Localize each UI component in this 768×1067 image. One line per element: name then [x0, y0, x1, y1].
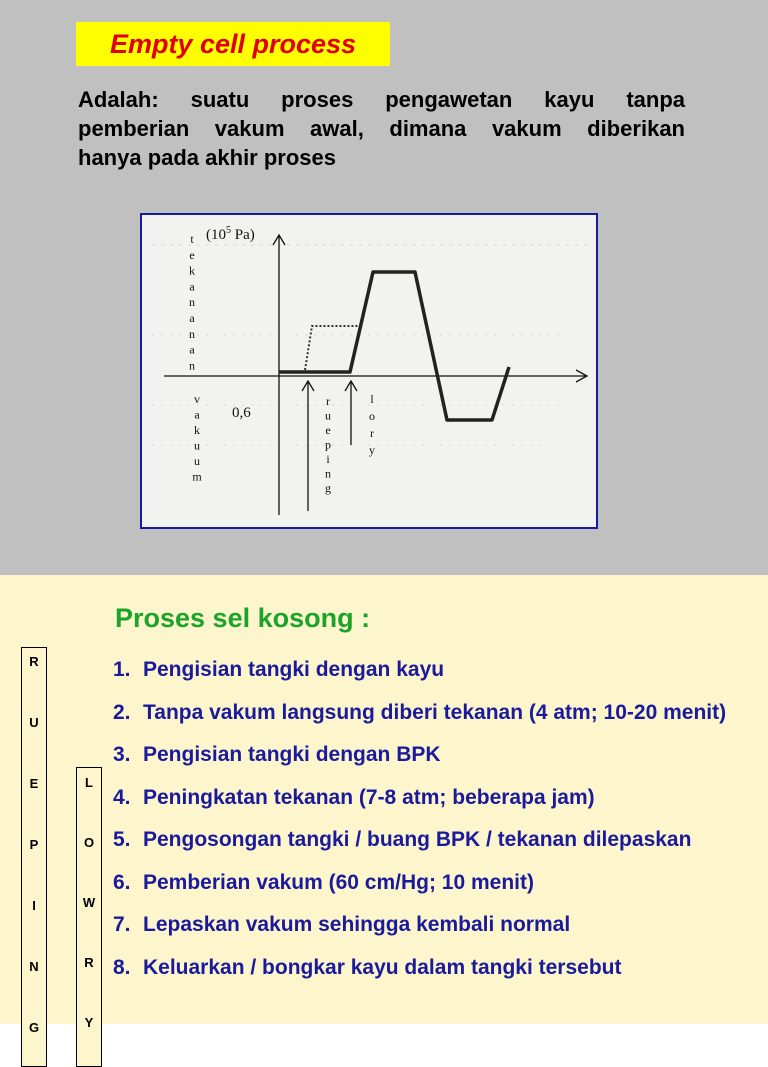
- rueping-letter: r: [326, 394, 330, 408]
- process-step: [113, 954, 753, 982]
- step-number: 8.: [113, 955, 131, 979]
- vakum-letter: a: [194, 407, 200, 422]
- step-number: 7.: [113, 913, 131, 936]
- tekanan-letter: t: [190, 232, 194, 246]
- lowry-label: [369, 392, 375, 457]
- step-text: Peningkatan tekanan (7-8 atm; beberapa jam): [143, 785, 595, 809]
- tekanan-letter: n: [189, 295, 195, 310]
- definition-line: Adalah: suatu proses pengawetan kayu tanpa: [78, 87, 685, 112]
- step-text: Pemberian vakum (60 cm/Hg; 10 menit): [143, 870, 534, 894]
- step-number: 4.: [113, 785, 131, 809]
- pressure-curve: [279, 272, 509, 420]
- tekanan-label: [189, 232, 195, 372]
- rueping-letter: g: [325, 481, 331, 495]
- vakum-letter: u: [194, 438, 200, 453]
- lowryBox-letter: W: [82, 895, 96, 910]
- tekanan-letter: a: [189, 279, 195, 294]
- ruepingBox-letter: I: [32, 898, 36, 913]
- tekanan-letter: e: [189, 247, 195, 262]
- ruepingBox-letter: N: [29, 959, 39, 974]
- tekanan-letter: n: [189, 326, 195, 341]
- ruepingBox-letter: R: [29, 654, 39, 669]
- pressure-diagram: [140, 213, 598, 529]
- rueping-label: [325, 394, 331, 495]
- process-step: [113, 911, 753, 939]
- step-text: Pengosongan tangki / buang BPK / tekanan dilepaskan: [143, 828, 692, 851]
- rueping-box: [21, 647, 47, 1067]
- tekanan-letter: a: [189, 311, 195, 325]
- rueping-letter: n: [325, 466, 331, 481]
- step-number: 1.: [113, 658, 131, 681]
- step-number: 3.: [113, 743, 131, 766]
- tekanan-letter: n: [189, 358, 195, 373]
- lowry-box: [76, 767, 102, 1067]
- ruepingBox-letter: E: [29, 776, 39, 791]
- step-text: Pengisian tangki dengan BPK: [143, 743, 441, 766]
- slide-bottom-panel: [0, 575, 768, 1035]
- lowry-letter: l: [370, 392, 374, 406]
- tekanan-letter: a: [189, 342, 195, 357]
- rueping-letter: e: [325, 423, 331, 437]
- lowryBox-letter: O: [83, 835, 95, 850]
- rueping-letter: u: [325, 408, 331, 423]
- process-step: [113, 699, 753, 727]
- vakum-label: [192, 392, 202, 484]
- rueping-letter: p: [325, 437, 331, 452]
- step-text: Keluarkan / bongkar kayu dalam tangki tersebut: [143, 955, 622, 979]
- process-subtitle: Proses sel kosong :: [115, 603, 371, 633]
- process-step: [113, 784, 753, 812]
- dotted-path: [305, 326, 358, 370]
- step-text: Lepaskan vakum sehingga kembali normal: [143, 913, 571, 936]
- step-text: Pengisian tangki dengan kayu: [143, 658, 445, 681]
- lowryBox-letter: L: [85, 775, 93, 790]
- definition-line: hanya pada akhir proses: [78, 145, 336, 170]
- lowry-letter: o: [369, 409, 375, 423]
- vakum-letter: u: [194, 454, 200, 468]
- ruepingBox-letter: G: [28, 1020, 40, 1035]
- process-step: [113, 741, 753, 769]
- slide-title: Empty cell process: [109, 29, 357, 59]
- process-step: [113, 656, 753, 684]
- definition-paragraph: [78, 85, 685, 172]
- pressure-unit-label: ($10^5$ Pa): [206, 225, 255, 243]
- title-box: [76, 22, 390, 66]
- lowry-letter: r: [370, 426, 374, 440]
- ruepingBox-letter: P: [29, 837, 39, 852]
- process-step: [113, 826, 753, 854]
- vakum-letter: m: [192, 469, 202, 484]
- step-number: 2.: [113, 700, 131, 724]
- step-text: Tanpa vakum langsung diberi tekanan (4 atm; 10-20 menit): [143, 700, 727, 724]
- pressure-diagram-svg: [142, 215, 596, 527]
- vakum-letter: k: [194, 423, 200, 437]
- vakum-value: 0,6: [232, 405, 251, 421]
- process-step: [113, 869, 753, 897]
- tekanan-letter: k: [189, 263, 195, 278]
- lowryBox-letter: R: [84, 955, 94, 970]
- lowryBox-letter: Y: [84, 1015, 94, 1030]
- rueping-letter: i: [326, 452, 330, 466]
- vakum-letter: v: [194, 392, 200, 406]
- definition-line: pemberian vakum awal, dimana vakum diberikan: [78, 116, 685, 141]
- process-steps: [113, 656, 753, 996]
- lowry-letter: y: [369, 443, 375, 457]
- step-number: 5.: [113, 828, 131, 851]
- ruepingBox-letter: U: [29, 715, 39, 730]
- step-number: 6.: [113, 870, 131, 894]
